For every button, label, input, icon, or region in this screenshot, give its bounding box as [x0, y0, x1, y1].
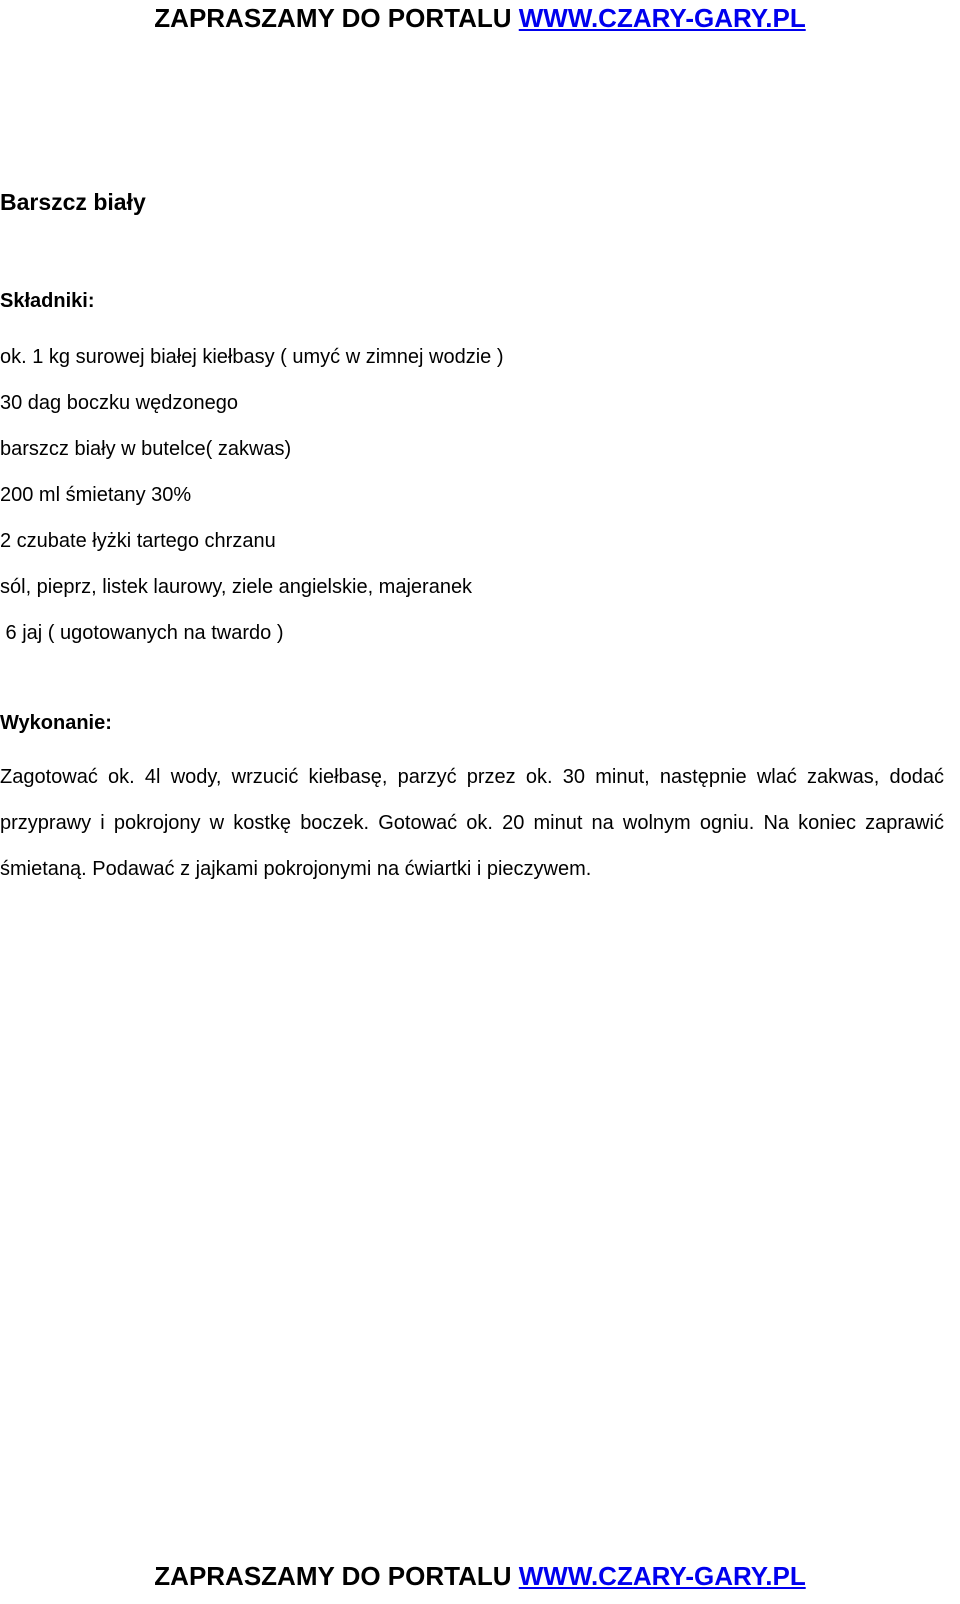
- ingredient-item: barszcz biały w butelce( zakwas): [0, 438, 292, 460]
- footer-banner: [0, 1560, 960, 1592]
- footer-portal-link[interactable]: WWW.CZARY-GARY.PL: [518, 1561, 806, 1591]
- header-banner: [0, 2, 960, 34]
- ingredient-item: sól, pieprz, listek laurowy, ziele angielskie, majeranek: [0, 576, 473, 598]
- ingredient-item: 6 jaj ( ugotowanych na twardo ): [0, 622, 284, 644]
- ingredient-item: 30 dag boczku wędzonego: [0, 392, 238, 414]
- recipe-title: Barszcz biały: [0, 189, 146, 215]
- ingredient-item: 200 ml śmietany 30%: [0, 484, 192, 506]
- header-banner-text: ZAPRASZAMY DO PORTALU: [154, 3, 519, 33]
- ingredient-item: ok. 1 kg surowej białej kiełbasy ( umyć w zimnej wodzie ): [0, 346, 504, 368]
- method-heading: Wykonanie:: [0, 712, 112, 734]
- ingredients-list: [0, 334, 504, 656]
- ingredients-heading: Składniki:: [0, 290, 95, 312]
- footer-banner-text: ZAPRASZAMY DO PORTALU: [154, 1561, 519, 1591]
- ingredient-item: 2 czubate łyżki tartego chrzanu: [0, 530, 276, 552]
- header-portal-link[interactable]: WWW.CZARY-GARY.PL: [518, 3, 806, 33]
- method-paragraph: Zagotować ok. 4l wody, wrzucić kiełbasę, parzyć przez ok. 30 minut, następnie wlać zakwas, dodać przyprawy i pokrojony w kostkę boczek. Gotować ok. 20 minut na wolnym ogniu. Na koniec zaprawić śmietaną. Podawać z jajkami pokrojonymi na ćwiartki i pieczywem.: [0, 766, 944, 880]
